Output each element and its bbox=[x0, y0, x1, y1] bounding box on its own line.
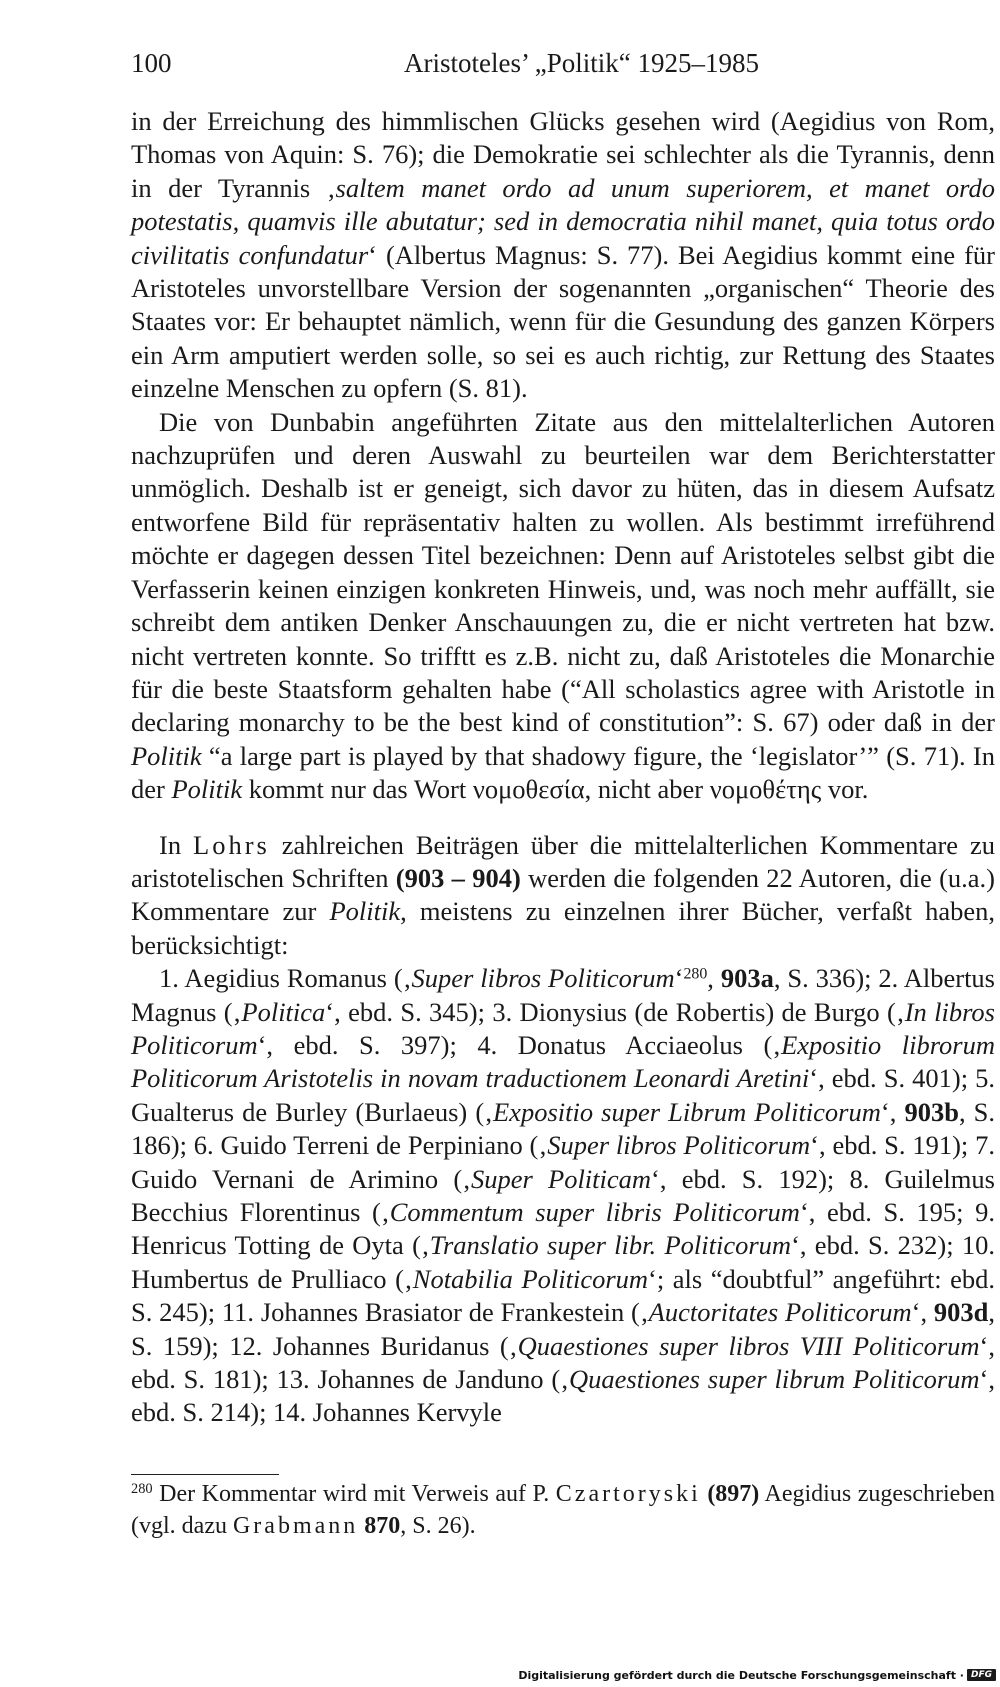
reference-number: (897) bbox=[707, 1481, 760, 1507]
reference-number: 903d bbox=[933, 1297, 989, 1328]
text-run: , S. 186); 6. Guido Terreni de Perpiniano (‚ bbox=[131, 1096, 996, 1161]
text-run: , bbox=[707, 963, 721, 994]
text-run: ‘, ebd. S. 397); 4. Donatus Acciaeolus (‚ bbox=[257, 1029, 782, 1060]
text-run: werden die folgenden 22 Autoren, die (u.a.) Kommentare zur bbox=[131, 862, 995, 927]
work-title: Quaestiones super libros VIII Politicorum bbox=[517, 1330, 980, 1361]
work-title: In libros Politicorum bbox=[131, 996, 995, 1060]
text-run: ‘, ebd. S. 191); 7. Guido Vernani de Arimino (‚ bbox=[131, 1130, 996, 1194]
text-run: ‘ bbox=[674, 963, 684, 994]
text-run: Aegidius zugeschrieben (vgl. dazu bbox=[131, 1481, 995, 1539]
footnote-number: 280 bbox=[131, 1481, 153, 1498]
running-header bbox=[131, 48, 995, 88]
author-name: Czartoryski bbox=[555, 1481, 701, 1507]
work-title: Translatio super libr. Politicorum bbox=[429, 1230, 792, 1261]
text-run: ‘, bbox=[880, 1096, 905, 1127]
footnote-marker: 280 bbox=[683, 965, 708, 983]
text-run: 1. Aegidius Romanus (‚ bbox=[159, 963, 412, 994]
paragraph bbox=[131, 406, 995, 807]
text-run: ‘, bbox=[911, 1297, 934, 1328]
text-run: ‘; als “doubtful” angeführt: ebd. S. 245); 11. Johannes Brasiator de Frankestein (‚ bbox=[131, 1263, 995, 1328]
credit-text: Digitalisierung gefördert durch die Deutsche Forschungsgemeinschaft · bbox=[518, 1668, 964, 1682]
text-run: ‘, ebd. S. 195; 9. Henricus Totting de Oyta (‚ bbox=[131, 1197, 996, 1261]
work-title: Expositio librorum Politicorum Aristotelis in novam traductionem Leonardi Aretini bbox=[131, 1029, 995, 1094]
text-run: In bbox=[159, 829, 194, 860]
work-title: Commentum super libris Politicorum bbox=[389, 1197, 800, 1227]
main-text bbox=[131, 105, 995, 1430]
text-run: Der Kommentar wird mit Verweis auf P. bbox=[152, 1481, 556, 1507]
text-run: , S. 159); 12. Johannes Buridanus (‚ bbox=[131, 1297, 996, 1361]
work-title: Super libros Politicorum bbox=[411, 963, 675, 994]
work-title: Super Politicam bbox=[470, 1163, 652, 1194]
text-run: , S. 336); 2. Albertus Magnus (‚ bbox=[131, 963, 995, 1027]
digitization-credit bbox=[518, 1666, 996, 1684]
reference-number: 870 bbox=[364, 1513, 401, 1539]
italic-title: Politik bbox=[329, 896, 401, 927]
reference-number: 903a bbox=[720, 963, 774, 994]
author-name: Lohrs bbox=[193, 829, 270, 860]
text-run: ‘, ebd. S. 345); 3. Dionysius (de Robertis) de Burgo (‚ bbox=[325, 996, 905, 1027]
text-run: ‘, ebd. S. 232); 10. Humbertus de Prulliaco (‚ bbox=[131, 1230, 996, 1294]
reference-number: 903b bbox=[904, 1096, 959, 1127]
text-run: ‘ (Albertus Magnus: S. 77). Bei Aegidius kommt eine für Aristoteles unvorstellbare Version der sogenannten „organischen“ Theorie des Staates vor: Er behauptet nämlich, wenn für die Gesundung des ganzen Körpers ein Arm amputiert werden solle, so sei es auch richtig, zur Rettung des Staates einzelne Menschen zu opfern (S. 81). bbox=[131, 239, 995, 404]
italic-title: Politik bbox=[131, 740, 202, 771]
text-run: ‘, ebd. S. 214); 14. Johannes Kervyle bbox=[131, 1364, 995, 1428]
latin-quote: saltem manet ordo ad unum superiorem, et manet ordo potestatis, quamvis ille abutatur; sed in democratia nihil manet, quia totus ordo civilitatis confundatur bbox=[131, 172, 995, 270]
reference-number: (903 – 904) bbox=[395, 862, 521, 893]
author-list-paragraph bbox=[131, 962, 995, 1430]
text-run: zahlreichen Beiträgen über die mittelalterlichen Kommentare zu aristotelischen Schriften bbox=[131, 829, 995, 893]
work-title: Quaestiones super librum Politicorum bbox=[568, 1364, 980, 1395]
paragraph bbox=[131, 829, 995, 963]
work-title: Auctoritates Politicorum bbox=[648, 1297, 912, 1328]
footnote-divider bbox=[131, 1474, 279, 1475]
footnote bbox=[131, 1478, 995, 1542]
work-title: Super libros Politicorum bbox=[547, 1130, 811, 1161]
paragraph bbox=[131, 105, 995, 406]
text-run: “a large part is played by that shadowy figure, the ‘legislator’” (S. 71). In der bbox=[131, 740, 995, 805]
text-run: , meistens zu einzelnen ihrer Bücher, verfaßt haben, berücksichtigt: bbox=[131, 896, 995, 960]
text-run: ‘, ebd. S. 401); 5. Gualterus de Burley (Burlaeus) (‚ bbox=[131, 1063, 995, 1127]
work-title: Notabilia Politicorum bbox=[412, 1263, 649, 1294]
dfg-logo-icon: DFG bbox=[967, 1669, 996, 1681]
author-name: Grabmann bbox=[232, 1513, 359, 1539]
page-number: 100 bbox=[131, 48, 172, 78]
text-run: ‘, ebd. S. 192); 8. Guilelmus Becchius Florentinus (‚ bbox=[131, 1163, 995, 1227]
work-title: Politica bbox=[241, 996, 326, 1027]
text-run: in der Erreichung des himmlischen Glücks gesehen wird (Aegidius von Rom, Thomas von Aquin: S. 76); die Demokratie sei schlechter als die Tyrannis, denn in der Tyrannis ‚ bbox=[131, 106, 995, 203]
text-run: , S. 26). bbox=[400, 1513, 476, 1539]
text-run: Die von Dunbabin angeführten Zitate aus den mittelalterlichen Autoren nachzuprüfen und deren Auswahl zu beurteilen war dem Berichterstatter unmöglich. Deshalb ist er geneigt, sich davor zu hüten, das in diesem Aufsatz entworfene Bild für repräsentativ halten zu wollen. Als bestimmt irreführend möchte er dagegen dessen Titel bezeichnen: Denn auf Aristoteles selbst gibt die Verfasserin keinen einzigen konkreten Hinweis, und, was noch mehr auffällt, sie schreibt dem antiken Denker Anschauungen zu, die er nicht vertreten hat bzw. nicht vertreten konnte. So trifftt es z.B. nicht zu, daß Aristoteles die Monarchie für die beste Staatsform gehalten habe (“All scholastics agree with Aristotle in declaring monarchy to be the best kind of constitution”: S. 67) oder daß in der bbox=[131, 406, 995, 738]
running-title: Aristoteles’ „Politik“ 1925–1985 bbox=[404, 48, 759, 78]
text-run: ‘, ebd. S. 181); 13. Johannes de Janduno (‚ bbox=[131, 1330, 995, 1395]
text-run: kommt nur das Wort νομοθεσία, nicht aber νομοθέτης vor. bbox=[242, 774, 869, 805]
work-title: Expositio super Librum Politicorum bbox=[493, 1096, 881, 1127]
italic-title: Politik bbox=[171, 774, 243, 805]
